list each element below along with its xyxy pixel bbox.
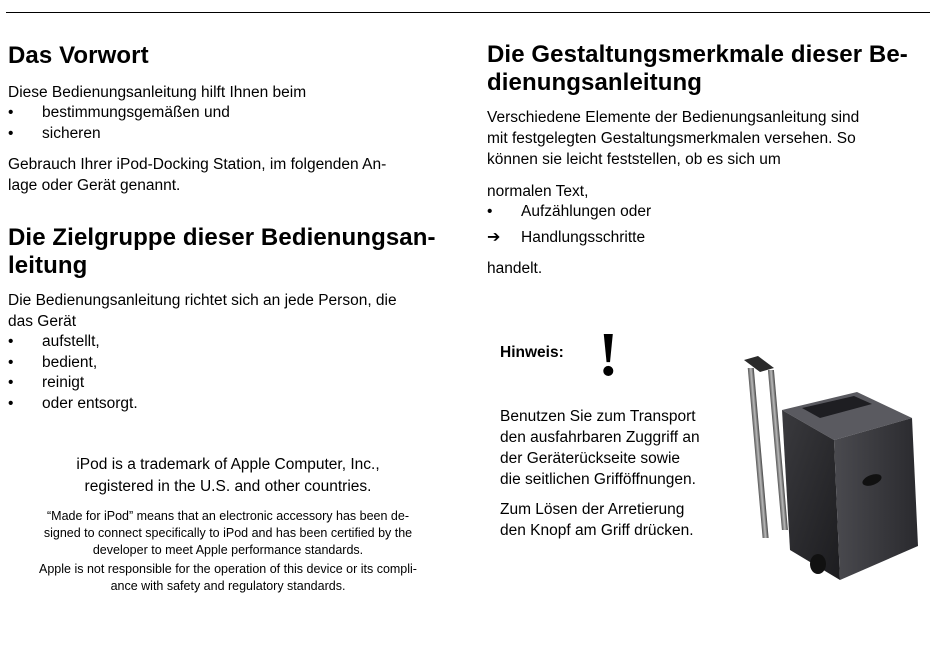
vorwort-outro: Gebrauch Ihrer iPod-Docking Station, im folgenden An- lage oder Gerät genannt. xyxy=(8,156,387,194)
cabinet-side xyxy=(834,418,918,580)
list-item: • sicheren xyxy=(8,124,448,145)
heading-zielgruppe: Die Zielgruppe dieser Bedienungsan- leitung xyxy=(8,224,436,279)
vorwort-intro: Diese Bedienungsanleitung hilft Ihnen beim xyxy=(8,84,307,101)
list-item: • Aufzählungen oder xyxy=(487,202,927,223)
trademark-text: iPod is a trademark of Apple Computer, Inc., registered in the U.S. and other countries. xyxy=(76,456,380,495)
format-example-list xyxy=(487,202,927,248)
trademark-notice xyxy=(8,454,448,595)
section-gestaltung xyxy=(487,41,927,279)
normal-text-label: normalen Text, xyxy=(487,183,589,200)
hinweis-label: Hinweis: xyxy=(500,344,564,361)
speaker-trolley-image xyxy=(722,348,922,588)
hinweis-transport-text: Benutzen Sie zum Transport den ausfahrbaren Zuggriff an der Geräterückseite sowie die seitlichen Grifföffnungen. xyxy=(500,408,700,488)
made-for-ipod-text: “Made for iPod” means that an electronic accessory has been de- signed to connect specifically to iPod and has been certified by the developer to meet Apple performance standards. xyxy=(43,509,413,557)
list-item: • reinigt xyxy=(8,373,448,394)
left-column xyxy=(8,40,448,595)
hinweis-arretierung-text: Zum Lösen der Arretierung den Knopf am Griff drücken. xyxy=(500,501,694,539)
wheel xyxy=(810,554,826,574)
section-vorwort xyxy=(8,42,448,196)
list-item: • bestimmungsgemäßen und xyxy=(8,103,448,124)
right-column xyxy=(487,40,927,279)
arrow-right-icon: ➔ xyxy=(487,228,501,246)
zielgruppe-bullet-list xyxy=(8,332,448,414)
apple-disclaimer-text: Apple is not responsible for the operation of this device or its compli- ance with safety and regulatory standards. xyxy=(39,562,417,593)
heading-vorwort: Das Vorwort xyxy=(8,42,149,69)
list-item: ➔ Handlungsschritte xyxy=(487,228,927,249)
hinweis-text xyxy=(500,406,740,541)
list-item: • bedient, xyxy=(8,353,448,374)
list-item: • aufstellt, xyxy=(8,332,448,353)
bullet-icon: • xyxy=(8,394,14,412)
zielgruppe-intro: Die Bedienungsanleitung richtet sich an jede Person, die das Gerät xyxy=(8,292,397,330)
handle-bar-left xyxy=(748,368,769,538)
vorwort-bullet-list xyxy=(8,103,448,144)
handelt-text: handelt. xyxy=(487,260,543,277)
bullet-icon: • xyxy=(8,124,14,142)
bullet-icon: • xyxy=(8,333,14,350)
bullet-icon: • xyxy=(8,104,14,121)
list-item: • oder entsorgt. xyxy=(8,394,448,415)
bullet-icon: • xyxy=(8,374,14,391)
bullet-icon: • xyxy=(8,353,14,371)
gestaltung-paragraph: Verschiedene Elemente der Bedienungsanleitung sind mit festgelegten Gestaltungsmerkmalen versehen. So können sie leicht feststellen, ob es sich um xyxy=(487,109,860,168)
bullet-icon: • xyxy=(487,203,493,220)
header-rule xyxy=(6,12,930,13)
exclamation-icon: ! xyxy=(598,321,619,389)
heading-gestaltung: Die Gestaltungsmerkmale dieser Be- dienungsanleitung xyxy=(487,41,908,96)
section-zielgruppe xyxy=(8,224,448,414)
